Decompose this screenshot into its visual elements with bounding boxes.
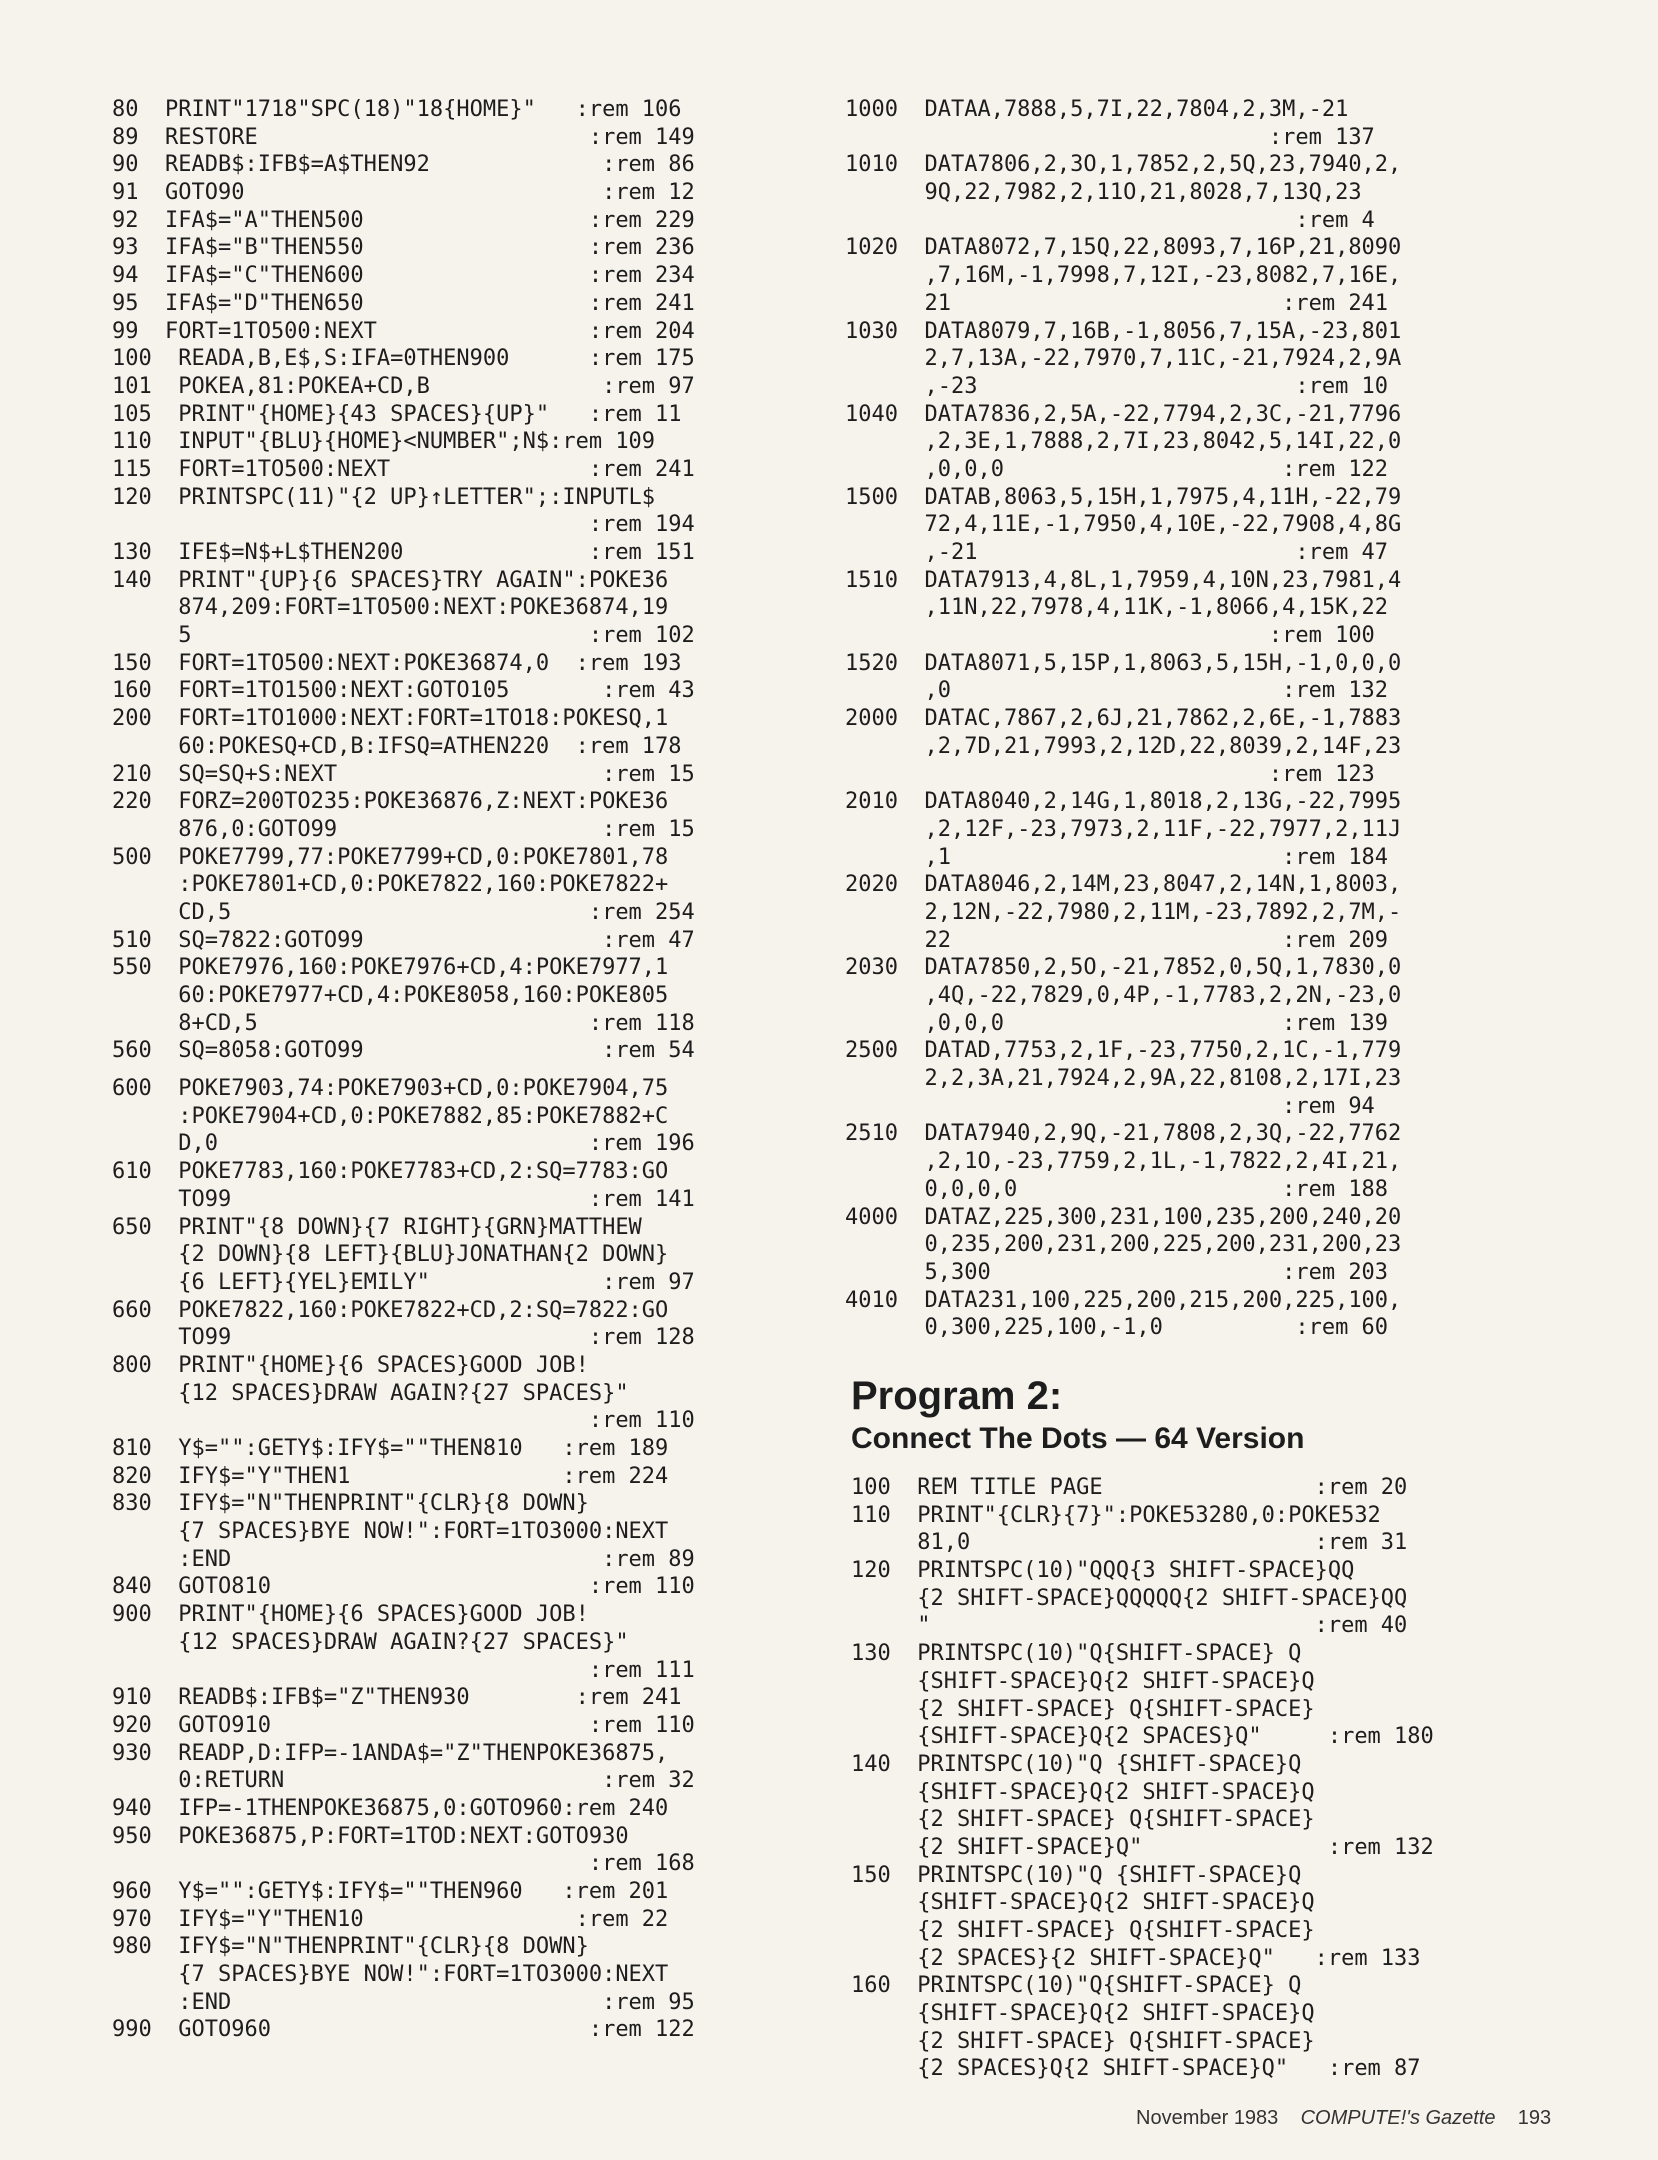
code-line: 72,4,11E,-1,7950,4,10E,-22,7908,4,8G: [845, 512, 1402, 538]
code-line: ,2,1O,-23,7759,2,1L,-1,7822,2,4I,21,: [845, 1149, 1402, 1175]
code-line: 90 READB$:IFB$=A$THEN92 :rem 86: [112, 152, 695, 178]
code-line: 60:POKE7977+CD,4:POKE8058,160:POKE805: [112, 983, 669, 1008]
code-line: 150 PRINTSPC(10)"Q {SHIFT-SPACE}Q: [851, 1862, 1302, 1888]
code-line: {SHIFT-SPACE}Q{2 SHIFT-SPACE}Q: [851, 2001, 1315, 2027]
code-line: {6 LEFT}{YEL}EMILY" :rem 97: [112, 1269, 695, 1295]
code-line: 550 POKE7976,160:POKE7976+CD,4:POKE7977,1: [112, 955, 669, 981]
code-line: {2 SHIFT-SPACE} Q{SHIFT-SPACE}: [851, 2028, 1315, 2054]
footer-magazine: COMPUTE!'s Gazette: [1300, 2107, 1496, 2129]
code-line: 990 GOTO960 :rem 122: [112, 2017, 695, 2043]
code-line: 920 GOTO910 :rem 110: [112, 1712, 695, 1738]
code-line: :POKE7904+CD,0:POKE7882,85:POKE7882+C: [112, 1103, 669, 1129]
code-line: ,0,0,0 :rem 139: [845, 1010, 1389, 1036]
code-line: {SHIFT-SPACE}Q{2 SHIFT-SPACE}Q: [851, 1890, 1315, 1916]
code-line: ,0,0,0 :rem 122: [845, 456, 1389, 482]
footer-page-number: 193: [1517, 2107, 1552, 2129]
code-line: 5,300 :rem 203: [845, 1259, 1389, 1285]
code-line: 91 GOTO90 :rem 12: [112, 180, 695, 206]
code-line: " :rem 40: [851, 1613, 1408, 1639]
code-line: 830 IFY$="N"THENPRINT"{CLR}{8 DOWN}: [112, 1491, 589, 1517]
code-line: 80 PRINT"1718"SPC(18)"18{HOME}" :rem 106: [112, 97, 682, 122]
code-line: ,-21 :rem 47: [845, 540, 1389, 565]
code-line: 2020 DATA8046,2,14M,23,8047,2,14N,1,8003,: [845, 872, 1402, 898]
code-line: 970 IFY$="Y"THEN10 :rem 22: [112, 1906, 669, 1932]
code-line: {7 SPACES}BYE NOW!":FORT=1TO3000:NEXT: [112, 1962, 669, 1988]
code-line: {SHIFT-SPACE}Q{2 SHIFT-SPACE}Q: [851, 1779, 1315, 1805]
code-line: ,0 :rem 132: [845, 678, 1389, 704]
code-line: :rem 137: [845, 124, 1375, 150]
code-line: 2010 DATA8040,2,14G,1,8018,2,13G,-22,7995: [845, 789, 1402, 815]
code-line: 110 PRINT"{CLR}{7}":POKE53280,0:POKE532: [851, 1502, 1381, 1528]
code-line: 0:RETURN :rem 32: [112, 1768, 695, 1794]
code-line: 150 FORT=1TO500:NEXT:POKE36874,0 :rem 193: [112, 650, 682, 676]
code-line: 130 PRINTSPC(10)"Q{SHIFT-SPACE} Q: [851, 1641, 1302, 1667]
code-line: ,11N,22,7978,4,11K,-1,8066,4,15K,22: [845, 595, 1389, 621]
code-line: 140 PRINTSPC(10)"Q {SHIFT-SPACE}Q: [851, 1751, 1302, 1777]
code-line: 95 IFA$="D"THEN650 :rem 241: [112, 290, 695, 316]
code-line: :rem 94: [845, 1093, 1375, 1119]
code-line: ,1 :rem 184: [845, 844, 1389, 870]
code-line: 1010 DATA7806,2,3O,1,7852,2,5Q,23,7940,2,: [845, 152, 1402, 178]
code-line: 22 :rem 209: [845, 927, 1389, 953]
code-line: 2,7,13A,-22,7970,7,11C,-21,7924,2,9A: [845, 346, 1402, 372]
code-line: 2030 DATA7850,2,5O,-21,7852,0,5Q,1,7830,0: [845, 955, 1402, 981]
code-line: 120 PRINTSPC(11)"{2 UP}↑LETTER";:INPUTL$: [112, 484, 656, 510]
code-line: 160 PRINTSPC(10)"Q{SHIFT-SPACE} Q: [851, 1973, 1302, 1999]
code-line: {2 DOWN}{8 LEFT}{BLU}JONATHAN{2 DOWN}: [112, 1242, 669, 1268]
code-line: :rem 100: [845, 623, 1375, 649]
code-line: 105 PRINT"{HOME}{43 SPACES}{UP}" :rem 11: [112, 401, 682, 427]
code-line: :rem 111: [112, 1657, 695, 1683]
code-line: :POKE7801+CD,0:POKE7822,160:POKE7822+: [112, 872, 669, 898]
code-line: 610 POKE7783,160:POKE7783+CD,2:SQ=7783:GO: [112, 1159, 669, 1185]
code-line: 2500 DATAD,7753,2,1F,-23,7750,2,1C,-1,779: [845, 1038, 1402, 1064]
code-line: 940 IFP=-1THENPOKE36875,0:GOTO960:rem 240: [112, 1795, 669, 1821]
code-line: 9Q,22,7982,2,11O,21,8028,7,13Q,23: [845, 180, 1362, 206]
code-line: 60:POKESQ+CD,B:IFSQ=ATHEN220 :rem 178: [112, 733, 682, 759]
code-line: 650 PRINT"{8 DOWN}{7 RIGHT}{GRN}MATTHEW: [112, 1214, 642, 1240]
code-line: 8+CD,5 :rem 118: [112, 1010, 695, 1036]
code-line: 110 INPUT"{BLU}{HOME}<NUMBER";N$:rem 109: [112, 429, 656, 455]
code-line: 200 FORT=1TO1000:NEXT:FORT=1TO18:POKESQ,1: [112, 706, 669, 732]
code-line: 100 REM TITLE PAGE :rem 20: [851, 1475, 1408, 1500]
code-line: :END :rem 89: [112, 1546, 695, 1572]
code-line: 81,0 :rem 31: [851, 1530, 1408, 1556]
code-line: 2,2,3A,21,7924,2,9A,22,8108,2,17I,23: [845, 1066, 1402, 1092]
code-line: 600 POKE7903,74:POKE7903+CD,0:POKE7904,75: [112, 1076, 669, 1102]
code-line: D,0 :rem 196: [112, 1131, 695, 1157]
code-line: 1030 DATA8079,7,16B,-1,8056,7,15A,-23,801: [845, 318, 1402, 344]
code-line: 960 Y$="":GETY$:IFY$=""THEN960 :rem 201: [112, 1879, 669, 1904]
code-line: 1510 DATA7913,4,8L,1,7959,4,10N,23,7981,4: [845, 567, 1402, 593]
program-subtitle: Connect The Dots — 64 Version: [851, 1422, 1305, 1455]
code-line: [112, 1065, 828, 1075]
code-line: 980 IFY$="N"THENPRINT"{CLR}{8 DOWN}: [112, 1934, 589, 1960]
code-line: 2000 DATAC,7867,2,6J,21,7862,2,6E,-1,7883: [845, 706, 1402, 732]
data-listing-column: [845, 96, 1535, 1342]
code-line: ,2,3E,1,7888,2,7I,23,8042,5,14I,22,0: [845, 429, 1402, 455]
code-line: 510 SQ=7822:GOTO99 :rem 47: [112, 927, 695, 953]
code-line: 1520 DATA8071,5,15P,1,8063,5,15H,-1,0,0,0: [845, 650, 1402, 676]
code-line: {2 SHIFT-SPACE} Q{SHIFT-SPACE}: [851, 1696, 1315, 1722]
code-line: {12 SPACES}DRAW AGAIN?{27 SPACES}": [112, 1629, 629, 1655]
code-line: :END :rem 95: [112, 1989, 695, 2015]
code-line: 100 READA,B,E$,S:IFA=0THEN900 :rem 175: [112, 346, 695, 372]
code-line: 1500 DATAB,8063,5,15H,1,7975,4,11H,-22,79: [845, 484, 1402, 510]
code-line: 820 IFY$="Y"THEN1 :rem 224: [112, 1463, 669, 1489]
code-line: 115 FORT=1TO500:NEXT :rem 241: [112, 456, 695, 482]
code-line: ,2,12F,-23,7973,2,11F,-22,7977,2,11J: [845, 816, 1402, 842]
code-line: 2510 DATA7940,2,9Q,-21,7808,2,3Q,-22,7762: [845, 1121, 1402, 1147]
code-line: 930 READP,D:IFP=-1ANDA$="Z"THENPOKE36875,: [112, 1740, 669, 1766]
code-line: 660 POKE7822,160:POKE7822+CD,2:SQ=7822:GO: [112, 1297, 669, 1323]
code-line: 874,209:FORT=1TO500:NEXT:POKE36874,19: [112, 595, 669, 621]
code-line: {2 SPACES}{2 SHIFT-SPACE}Q" :rem 133: [851, 1945, 1421, 1971]
code-line: :rem 4: [845, 207, 1375, 233]
code-line: ,2,7D,21,7993,2,12D,22,8039,2,14F,23: [845, 733, 1402, 759]
code-line: 220 FORZ=200TO235:POKE36876,Z:NEXT:POKE36: [112, 789, 669, 815]
code-line: {SHIFT-SPACE}Q{2 SHIFT-SPACE}Q: [851, 1668, 1315, 1694]
code-line: 5 :rem 102: [112, 623, 695, 649]
code-line: 89 RESTORE :rem 149: [112, 124, 695, 150]
code-line: 0,0,0,0 :rem 188: [845, 1176, 1389, 1202]
footer-date: November 1983: [1136, 2107, 1279, 2129]
code-line: 910 READB$:IFB$="Z"THEN930 :rem 241: [112, 1685, 682, 1711]
code-line: 560 SQ=8058:GOTO99 :rem 54: [112, 1038, 695, 1064]
code-line: ,4Q,-22,7829,0,4P,-1,7783,2,2N,-23,0: [845, 983, 1402, 1008]
code-line: 810 Y$="":GETY$:IFY$=""THEN810 :rem 189: [112, 1436, 669, 1461]
code-line: {2 SHIFT-SPACE} Q{SHIFT-SPACE}: [851, 1918, 1315, 1943]
code-line: CD,5 :rem 254: [112, 899, 695, 925]
code-line: TO99 :rem 128: [112, 1325, 695, 1351]
code-line: 0,235,200,231,200,225,200,231,200,23: [845, 1232, 1402, 1258]
code-line: ,7,16M,-1,7998,7,12I,-23,8082,7,16E,: [845, 263, 1402, 289]
code-line: 840 GOTO810 :rem 110: [112, 1574, 695, 1600]
code-line: 1040 DATA7836,2,5A,-22,7794,2,3C,-21,7796: [845, 401, 1402, 427]
code-line: 120 PRINTSPC(10)"QQQ{3 SHIFT-SPACE}QQ: [851, 1558, 1355, 1584]
code-line: 800 PRINT"{HOME}{6 SPACES}GOOD JOB!: [112, 1352, 589, 1378]
code-line: :rem 123: [845, 761, 1375, 787]
code-line: :rem 194: [112, 512, 695, 538]
code-line: 900 PRINT"{HOME}{6 SPACES}GOOD JOB!: [112, 1602, 589, 1628]
code-line: 99 FORT=1TO500:NEXT :rem 204: [112, 318, 695, 344]
code-line: 1020 DATA8072,7,15Q,22,8093,7,16P,21,8090: [845, 235, 1402, 261]
code-line: {7 SPACES}BYE NOW!":FORT=1TO3000:NEXT: [112, 1519, 669, 1545]
code-line: ,-23 :rem 10: [845, 373, 1389, 399]
code-line: 210 SQ=SQ+S:NEXT :rem 15: [112, 761, 695, 787]
code-line: {12 SPACES}DRAW AGAIN?{27 SPACES}": [112, 1380, 629, 1406]
code-line: 92 IFA$="A"THEN500 :rem 229: [112, 207, 695, 233]
code-line: 4000 DATAZ,225,300,231,100,235,200,240,20: [845, 1204, 1402, 1230]
code-line: :rem 110: [112, 1408, 695, 1434]
code-line: 500 POKE7799,77:POKE7799+CD,0:POKE7801,78: [112, 844, 669, 870]
code-line: {2 SHIFT-SPACE} Q{SHIFT-SPACE}: [851, 1807, 1315, 1833]
code-line: 4010 DATA231,100,225,200,215,200,225,100,: [845, 1287, 1402, 1313]
code-line: 1000 DATAA,7888,5,7I,22,7804,2,3M,-21: [845, 97, 1349, 122]
page-footer: [1136, 2107, 1551, 2130]
code-line: 2,12N,-22,7980,2,11M,-23,7892,2,7M,-: [845, 899, 1402, 925]
code-line: {2 SPACES}Q{2 SHIFT-SPACE}Q" :rem 87: [851, 2056, 1421, 2082]
code-line: 130 IFE$=N$+L$THEN200 :rem 151: [112, 540, 695, 565]
code-line: 0,300,225,100,-1,0 :rem 60: [845, 1315, 1389, 1341]
code-line: 94 IFA$="C"THEN600 :rem 234: [112, 263, 695, 289]
code-line: {2 SHIFT-SPACE}Q" :rem 132: [851, 1834, 1434, 1860]
code-line: 950 POKE36875,P:FORT=1TOD:NEXT:GOTO930: [112, 1823, 629, 1849]
code-line: 93 IFA$="B"THEN550 :rem 236: [112, 235, 695, 261]
code-line: 21 :rem 241: [845, 290, 1389, 316]
code-line: {2 SHIFT-SPACE}QQQQQ{2 SHIFT-SPACE}QQ: [851, 1585, 1408, 1611]
code-line: :rem 168: [112, 1851, 695, 1877]
program-heading: Program 2:: [851, 1374, 1063, 1418]
code-line: {SHIFT-SPACE}Q{2 SPACES}Q" :rem 180: [851, 1724, 1434, 1750]
code-line: 876,0:GOTO99 :rem 15: [112, 816, 695, 842]
code-line: 101 POKEA,81:POKEA+CD,B :rem 97: [112, 373, 695, 399]
code-line: 160 FORT=1TO1500:NEXT:GOTO105 :rem 43: [112, 678, 695, 704]
left-listing-column: [112, 96, 828, 2044]
program2-listing: [851, 1474, 1541, 2083]
code-line: TO99 :rem 141: [112, 1186, 695, 1212]
code-line: 140 PRINT"{UP}{6 SPACES}TRY AGAIN":POKE36: [112, 567, 669, 593]
